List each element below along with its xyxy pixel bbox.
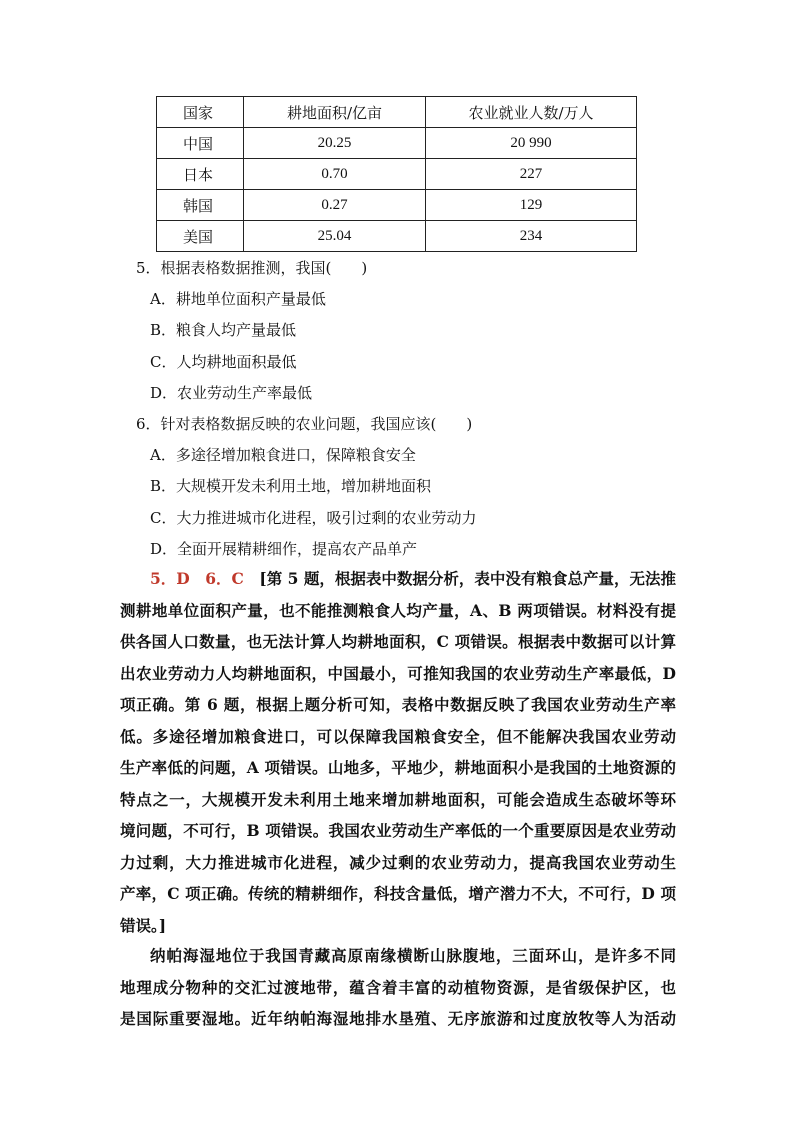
answer-line: 供各国人口数量，也无法计算人均耕地面积，C 项错误。根据表中数据可以计算 [120,632,676,651]
answer-line: 出农业劳动力人均耕地面积，中国最小，可推知我国的农业劳动生产率最低，D [120,663,676,683]
question-5-option-a: A．耕地单位面积产量最低 [150,290,326,308]
table-cell: 129 [426,190,637,221]
table-header-cell: 国家 [157,97,244,128]
table-cell: 20.25 [244,128,426,159]
table-header-cell: 农业就业人数/万人 [426,97,637,128]
question-6-option-a: A．多途径增加粮食进口，保障粮食安全 [150,446,416,464]
answer-text: [第 5 题，根据表中数据分析，表中没有粮食总产量，无法推 [259,569,676,588]
question-6-option-d: D．全面开展精耕细作，提高农产品单产 [150,540,418,558]
answer-line: 境问题，不可行，B 项错误。我国农业劳动生产率低的一个重要原因是农业劳动 [120,821,676,840]
table-header-cell: 耕地面积/亿亩 [244,97,426,128]
question-5-option-b: B．粮食人均产量最低 [150,321,297,339]
table-row [157,221,637,252]
passage-line: 纳帕海湿地位于我国青藏高原南缘横断山脉腹地，三面环山，是许多不同 [150,946,676,965]
question-6-option-b: B．大规模开发未利用土地，增加耕地面积 [150,477,432,495]
question-6-option-c: C．大力推进城市化进程，吸引过剩的农业劳动力 [150,509,477,527]
table-cell: 0.27 [244,190,426,221]
question-5-option-d: D．农业劳动生产率最低 [150,384,313,402]
table-cell: 25.04 [244,221,426,252]
answer-line: 项正确。第 6 题，根据上题分析可知，表格中数据反映了我国农业劳动生产率 [120,695,676,714]
answer-line [120,563,676,595]
answer-key: 5．D 6．C [150,569,244,588]
answer-line: 低。多途径增加粮食进口，可以保障我国粮食安全，但不能解决我国农业劳动 [120,726,676,746]
answer-explanation [120,563,676,941]
table-row [157,128,637,159]
answer-line: 特点之一，大规模开发未利用土地来增加耕地面积，可能会造成生态破坏等环 [120,789,676,809]
table-header-row [157,97,637,128]
table-cell: 韩国 [157,190,244,221]
answer-line: 生产率低的问题，A 项错误。山地多，平地少，耕地面积小是我国的土地资源的 [120,758,676,777]
question-5-option-c: C．人均耕地面积最低 [150,353,297,371]
table-row [157,159,637,190]
answer-line: 错误。] [120,915,167,935]
answer-line: 测耕地单位面积产量，也不能推测粮食人均产量，A、B 两项错误。材料没有提 [120,600,676,620]
table-cell: 227 [426,159,637,190]
passage-line: 地理成分物种的交汇过渡地带，蕴含着丰富的动植物资源，是省级保护区，也 [120,977,676,997]
answer-line: 力过剩，大力推进城市化进程，减少过剩的农业劳动力，提高我国农业劳动生 [120,852,676,872]
table-cell: 234 [426,221,637,252]
table-cell: 20 990 [426,128,637,159]
table-cell: 日本 [157,159,244,190]
table-cell: 0.70 [244,159,426,190]
answer-line: 产率，C 项正确。传统的精耕细作，科技含量低，增产潜力不大，不可行，D 项 [120,884,676,903]
farmland-table [156,96,637,252]
question-6-stem: 6．针对表格数据反映的农业问题，我国应该( ) [136,415,473,433]
table-cell: 中国 [157,128,244,159]
table-row [157,190,637,221]
table-cell: 美国 [157,221,244,252]
passage-line: 是国际重要湿地。近年纳帕海湿地排水垦殖、无序旅游和过度放牧等人为活动 [120,1009,676,1028]
passage-paragraph [120,940,676,1035]
question-5-stem: 5．根据表格数据推测，我国( ) [136,259,368,277]
